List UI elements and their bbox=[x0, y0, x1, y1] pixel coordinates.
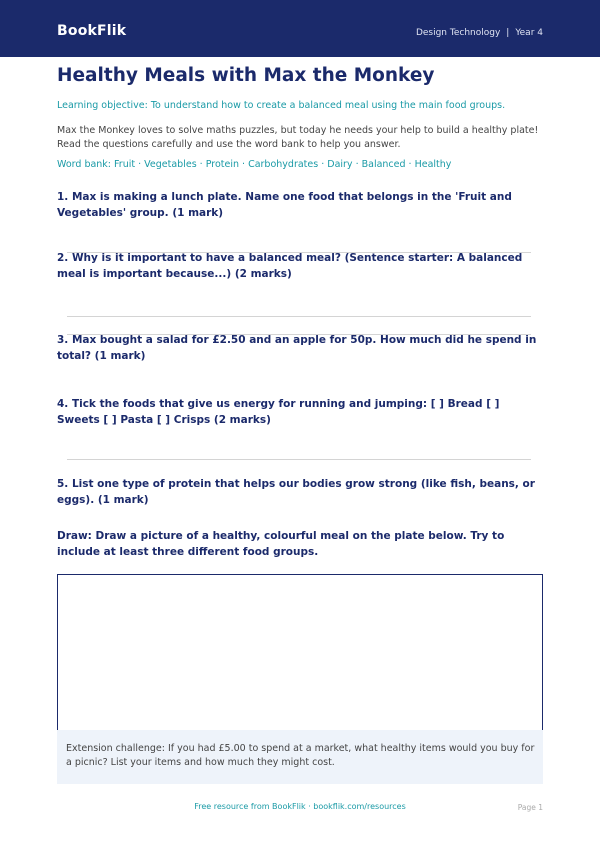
year-label: Year 4 bbox=[515, 28, 543, 38]
question-2: 2. Why is it important to have a balanced meal? (Sentence starter: A balanced meal is important because...) (2 marks) bbox=[57, 252, 523, 280]
subject-label: Design Technology bbox=[415, 28, 501, 38]
brand-logo: BookFlik bbox=[57, 23, 127, 39]
extension-text: Extension challenge: If you had £5.00 to spend at a market, what healthy items would you buy for a picnic? List your items and how much they might cost. bbox=[66, 743, 535, 768]
draw-prompt: Draw: Draw a picture of a healthy, colourful meal on the plate below. Try to include at least three different food groups. bbox=[57, 530, 505, 558]
question-5: 5. List one type of protein that helps our bodies grow strong (like fish, beans, or eggs). (1 mark) bbox=[57, 478, 535, 506]
question-4: 4. Tick the foods that give us energy for running and jumping: [ ] Bread [ ] Sweets [ ] Pasta [ ] Crisps (2 marks) bbox=[57, 398, 500, 426]
question-3: 3. Max bought a salad for £2.50 and an apple for 50p. How much did he spend in total? (1 mark) bbox=[57, 334, 537, 362]
footer-source: Free resource from BookFlik · bookflik.com/resources bbox=[194, 802, 406, 811]
answer-line[interactable] bbox=[67, 316, 531, 317]
page-title: Healthy Meals with Max the Monkey bbox=[57, 65, 435, 86]
answer-line[interactable] bbox=[67, 459, 531, 460]
header-bar bbox=[0, 0, 600, 57]
header-separator: | bbox=[506, 28, 510, 38]
learning-objective: Learning objective: To understand how to create a balanced meal using the main food groups. bbox=[57, 100, 506, 111]
extension-box bbox=[57, 730, 543, 784]
page-number: Page 1 bbox=[517, 803, 543, 812]
drawing-area[interactable] bbox=[57, 574, 543, 731]
intro-text: Max the Monkey loves to solve maths puzzles, but today he needs your help to build a healthy plate! Read the questions carefully and use the word bank to help you answer. bbox=[57, 125, 539, 150]
header-meta bbox=[416, 28, 543, 38]
question-1: 1. Max is making a lunch plate. Name one food that belongs in the 'Fruit and Vegetables' group. (1 mark) bbox=[57, 191, 512, 219]
word-bank: Word bank: Fruit · Vegetables · Protein · Carbohydrates · Dairy · Balanced · Healthy bbox=[57, 159, 452, 170]
